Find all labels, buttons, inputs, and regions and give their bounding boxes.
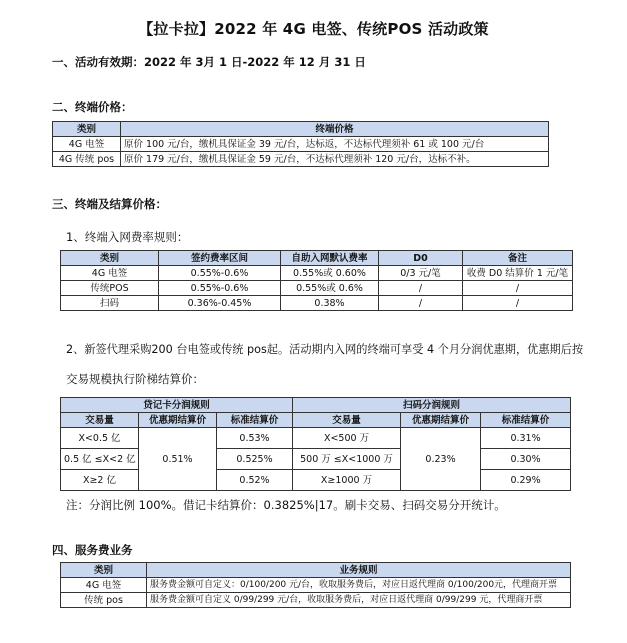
table-header-row (53, 122, 549, 137)
table-cell: 0.36%-0.45% (159, 296, 281, 311)
table-header-cell: 优惠期结算价 (139, 413, 217, 428)
table-cell: 0.53% (217, 428, 293, 449)
table-header-cell: D0 (379, 251, 463, 266)
table-header-cell: 备注 (463, 251, 573, 266)
table-group-header-row (61, 398, 571, 413)
new-agent-rule-line1: 2、新签代理采购200 台电签或传统 pos起。活动期内入网的终端可享受 4 个月分润优惠期，优惠期后按 (66, 343, 584, 356)
table-header-cell: 交易量 (61, 413, 139, 428)
table-header-cell: 标准结算价 (481, 413, 571, 428)
credit-card-rule-header: 贷记卡分润规则 (61, 398, 293, 413)
table-cell: 0.525% (217, 449, 293, 470)
table-header-cell: 类别 (61, 251, 159, 266)
table-cell: 4G 电签 (53, 137, 121, 152)
tiered-settlement-table (60, 397, 571, 491)
table-header-cell: 优惠期结算价 (401, 413, 481, 428)
table-header-cell: 标准结算价 (217, 413, 293, 428)
table-header-row (61, 413, 571, 428)
section-validity: 一、活动有效期：2022 年 3月 1 日-2022 年 12 月 31 日 (52, 55, 366, 69)
table-cell: 4G 传统 pos (53, 152, 121, 167)
table-cell: 传统 pos (61, 593, 147, 608)
table-cell: 0/3 元/笔 (379, 266, 463, 281)
table-cell: 0.38% (281, 296, 379, 311)
section-service-fee-heading: 四、服务费业务 (52, 543, 133, 557)
credit-promo-price-cell: 0.51% (139, 428, 217, 491)
table-cell: / (463, 281, 573, 296)
table-cell: 0.55%-0.6% (159, 266, 281, 281)
table-header-row (61, 251, 573, 266)
table-header-cell: 签约费率区间 (159, 251, 281, 266)
table-cell: 4G 电签 (61, 578, 147, 593)
table-cell: 收费 D0 结算价 1 元/笔 (463, 266, 573, 281)
table-header-cell: 类别 (53, 122, 121, 137)
scan-rule-header: 扫码分润规则 (293, 398, 571, 413)
table-row (61, 449, 571, 470)
table-cell: 0.5 亿 ≤X<2 亿 (61, 449, 139, 470)
new-agent-rule-line2: 交易规模执行阶梯结算价： (66, 372, 204, 386)
table-header-cell: 交易量 (293, 413, 401, 428)
scan-promo-price-cell: 0.23% (401, 428, 481, 491)
table-cell: X≥1000 万 (293, 470, 401, 491)
table-row (61, 296, 573, 311)
table-cell: 500 万 ≤X<1000 万 (293, 449, 401, 470)
table-cell: X<500 万 (293, 428, 401, 449)
table-cell: 传统POS (61, 281, 159, 296)
table-cell: 服务费金额可自定义 0/99/299 元/台，收取服务费后，对应日返代理商 0/99/299 元，代理商开票 (147, 593, 571, 608)
terminal-price-table (52, 121, 549, 167)
table-row (61, 470, 571, 491)
section-settlement-heading: 三、终端及结算价格： (52, 197, 167, 211)
table-cell: 4G 电签 (61, 266, 159, 281)
table-cell: X≥2 亿 (61, 470, 139, 491)
table-header-cell: 终端价格 (121, 122, 549, 137)
table-row (53, 137, 549, 152)
fee-rate-table (60, 250, 573, 311)
document-title: 【拉卡拉】2022 年 4G 电签、传统POS 活动政策 (138, 20, 489, 38)
table-row (61, 593, 571, 608)
section-terminal-price-heading: 二、终端价格： (52, 100, 133, 114)
table-cell: 原价 100 元/台，缴机具保证金 39 元/台，达标返，不达标代理须补 61 或 100 元/台 (121, 137, 549, 152)
table-cell: 服务费金额可自定义：0/100/200 元/台，收取服务费后，对应日返代理商 0/100/200元，代理商开票 (147, 578, 571, 593)
table-cell: 扫码 (61, 296, 159, 311)
table-cell: 0.55%或 0.6% (281, 281, 379, 296)
table-cell: 0.31% (481, 428, 571, 449)
table-header-cell: 自助入网默认费率 (281, 251, 379, 266)
table-cell: 0.52% (217, 470, 293, 491)
table-row (61, 281, 573, 296)
table-cell: 0.30% (481, 449, 571, 470)
table-cell: / (463, 296, 573, 311)
table-cell: / (379, 281, 463, 296)
service-fee-table (60, 562, 571, 608)
table-row (53, 152, 549, 167)
table-header-cell: 类别 (61, 563, 147, 578)
table-cell: 0.55%-0.6% (159, 281, 281, 296)
fee-rules-subheading: 1、终端入网费率规则： (66, 230, 189, 244)
table-row (61, 266, 573, 281)
table-cell: 原价 179 元/台，缴机具保证金 59 元/台，不达标代理须补 120 元/台，达标不补。 (121, 152, 549, 167)
settlement-note: 注：分润比例 100%。借记卡结算价：0.3825%|17。刷卡交易、扫码交易分开统计。 (66, 498, 506, 512)
table-cell: 0.55%或 0.60% (281, 266, 379, 281)
table-cell: / (379, 296, 463, 311)
table-cell: X<0.5 亿 (61, 428, 139, 449)
table-cell: 0.29% (481, 470, 571, 491)
table-header-row (61, 563, 571, 578)
table-row (61, 578, 571, 593)
table-row (61, 428, 571, 449)
table-header-cell: 业务规则 (147, 563, 571, 578)
